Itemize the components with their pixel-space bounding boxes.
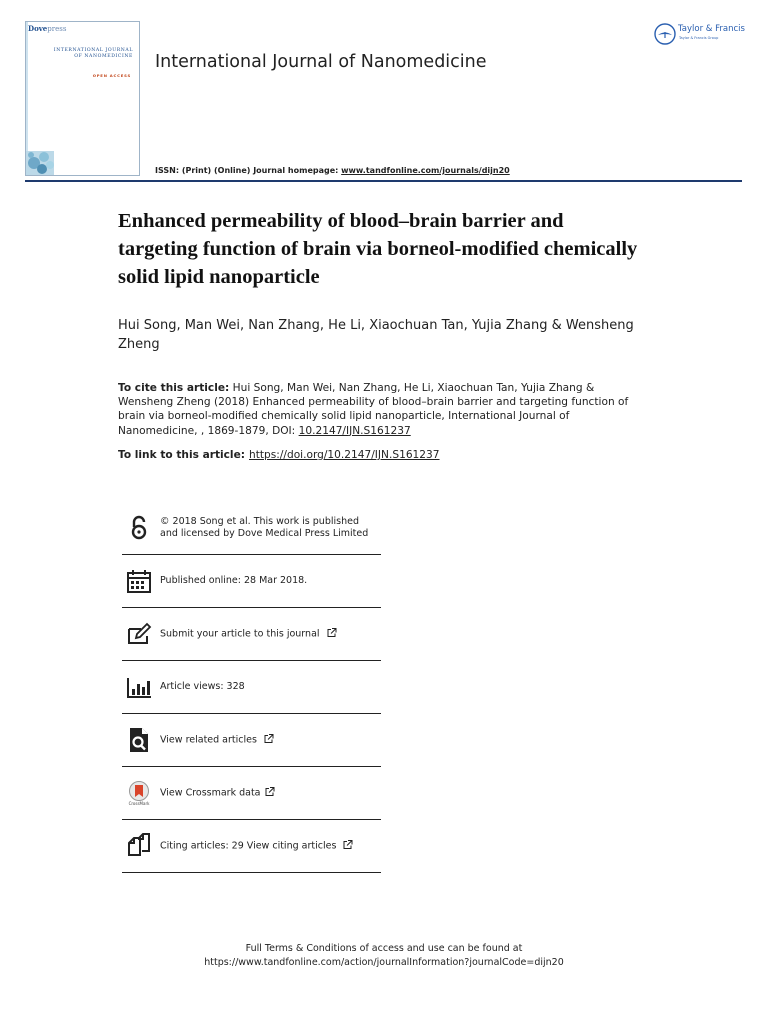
cover-journal-line2: OF NANOMEDICINE <box>74 54 133 59</box>
submit-row[interactable] <box>122 608 381 661</box>
related-text: View related articles <box>160 734 257 746</box>
issn-label: ISSN: (Print) (Online) Journal homepage: <box>155 166 342 175</box>
terms-footer <box>0 942 768 970</box>
crossmark-icon <box>126 780 152 806</box>
cover-artwork <box>26 141 54 175</box>
publisher-subname: Taylor & Francis Group <box>679 36 719 40</box>
license-line1: © 2018 Song et al. This work is published <box>160 516 359 527</box>
submit-link[interactable] <box>160 628 337 641</box>
article-doi-url[interactable]: https://doi.org/10.2147/IJN.S161237 <box>249 449 440 461</box>
calendar-icon <box>126 568 152 594</box>
citing-link[interactable] <box>160 840 353 853</box>
bar-chart-icon <box>126 674 152 700</box>
crossmark-text: View Crossmark data <box>160 787 261 799</box>
citing-row[interactable] <box>122 820 381 873</box>
citation-label: To cite this article: <box>118 382 230 394</box>
article-info-list <box>122 502 381 873</box>
publisher-logo-icon <box>654 23 676 45</box>
publisher-name: Taylor & Francis <box>678 24 745 34</box>
publisher-logo[interactable] <box>654 23 746 47</box>
citation-text: Hui Song, Man Wei, Nan Zhang, He Li, Xiaochuan Tan, Yujia Zhang & Wensheng Zheng (2018) Enhanced permeability of blood–brain barrier and targeting function of brain via borneol-modified chemically solid lipid nanoparticle, International Journal of Nanomedicine, , 1869-1879, DOI: <box>118 382 629 437</box>
journal-homepage-link[interactable]: www.tandfonline.com/journals/dijn20 <box>341 166 510 175</box>
footer-terms-url[interactable]: https://www.tandfonline.com/action/journalInformation?journalCode=dijn20 <box>204 957 564 968</box>
citation-doi-link[interactable]: 10.2147/IJN.S161237 <box>298 424 411 437</box>
issn-line <box>155 166 510 175</box>
cover-journal-name <box>54 48 133 60</box>
article-link-label: To link to this article: <box>118 449 245 461</box>
article-link <box>118 449 648 461</box>
views-row <box>122 661 381 714</box>
crossmark-row[interactable] <box>122 767 381 820</box>
external-link-icon <box>343 840 353 850</box>
crossmark-logo-text: CrossMark <box>128 801 150 806</box>
license-line2: and licensed by Dove Medical Press Limited <box>160 528 369 539</box>
citing-text: Citing articles: 29 View citing articles <box>160 840 337 852</box>
related-row[interactable] <box>122 714 381 767</box>
journal-title: International Journal of Nanomedicine <box>155 52 487 72</box>
footer-line1: Full Terms & Conditions of access and use can be found at <box>245 943 523 954</box>
published-row <box>122 555 381 608</box>
article-authors: Hui Song, Man Wei, Nan Zhang, He Li, Xiaochuan Tan, Yujia Zhang & Wensheng Zheng <box>118 318 634 352</box>
crossmark-link[interactable] <box>160 787 275 800</box>
external-link-icon <box>327 628 337 638</box>
journal-cover <box>25 21 140 176</box>
published-text: Published online: 28 Mar 2018. <box>160 575 308 586</box>
cover-brand <box>28 24 66 33</box>
views-text: Article views: 328 <box>160 681 245 692</box>
external-link-icon <box>265 787 275 797</box>
cover-open-access: OPEN ACCESS <box>92 73 131 78</box>
cover-brand-light: press <box>47 25 67 33</box>
header-divider <box>25 180 742 182</box>
license-row <box>122 502 381 555</box>
open-access-icon <box>126 515 152 541</box>
submit-text: Submit your article to this journal <box>160 628 320 640</box>
citation <box>118 381 648 438</box>
external-link-icon <box>264 734 274 744</box>
cover-journal-line1: INTERNATIONAL JOURNAL <box>53 48 133 53</box>
cover-brand-bold: Dove <box>28 24 48 33</box>
license-text <box>160 516 368 540</box>
article-title: Enhanced permeability of blood–brain barrier and targeting function of brain via borneol-modified chemically solid lipid nanoparticle <box>118 210 638 288</box>
related-articles-icon <box>126 727 152 753</box>
edit-icon <box>126 621 152 647</box>
citing-articles-icon <box>126 833 152 859</box>
related-link[interactable] <box>160 734 274 747</box>
